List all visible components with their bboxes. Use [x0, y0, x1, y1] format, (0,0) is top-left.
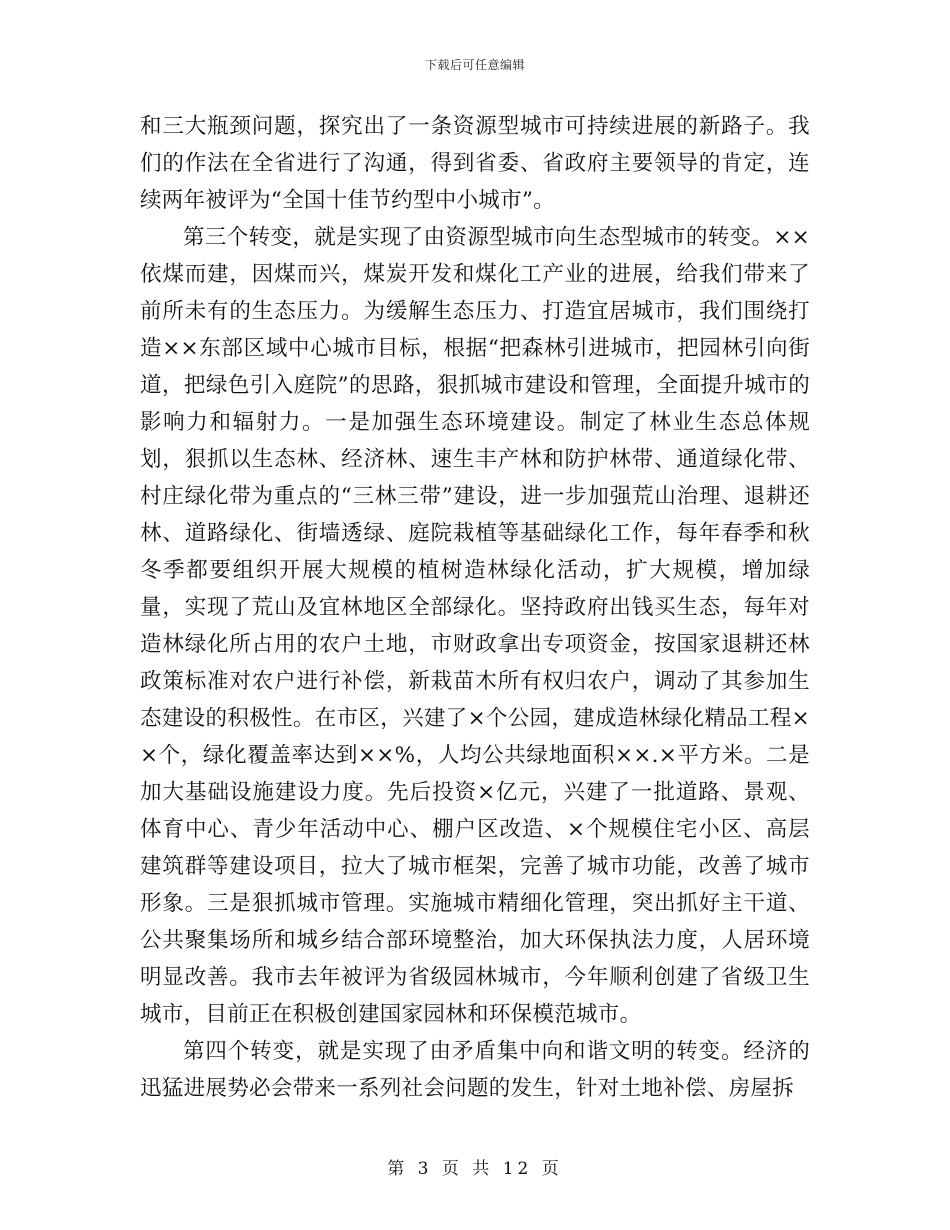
paragraph-2: 第三个转变，就是实现了由资源型城市向生态型城市的转变。××依煤而建，因煤而兴，煤炭开发和煤化工产业的进展，给我们带来了前所未有的生态压力。为缓解生态压力、打造宜居城市，我们围绕打造××东部区域中心城市目标，根据“把森林引进城市，把园林引向街道，把绿色引入庭院”的思路，狠抓城市建设和管理，全面提升城市的影响力和辐射力。一是加强生态环境建设。制定了林业生态总体规划，狠抓以生态林、经济林、速生丰产林和防护林带、通道绿化带、村庄绿化带为重点的“三林三带”建设，进一步加强荒山治理、退耕还林、道路绿化、街墙透绿、庭院栽植等基础绿化工作，每年春季和秋冬季都要组织开展大规模的植树造林绿化活动，扩大规模，增加绿量，实现了荒山及宜林地区全部绿化。坚持政府出钱买生态，每年对造林绿化所占用的农户土地，市财政拿出专项资金，按国家退耕还林政策标准对农户进行补偿，新栽苗木所有权归农户，调动了其参加生态建设的积极性。在市区，兴建了×个公园，建成造林绿化精品工程××个，绿化覆盖率达到××%，人均公共绿地面积××.×平方米。二是加大基础设施建设力度。先后投资×亿元，兴建了一批道路、景观、体育中心、青少年活动中心、棚户区改造、×个规模住宅小区、高层建筑群等建设项目，拉大了城市框架，完善了城市功能，改善了城市形象。三是狠抓城市管理。实施城市精细化管理，突出抓好主干道、公共聚集场所和城乡结合部环境整治，加大环保执法力度，人居环境明显改善。我市去年被评为省级园林城市，今年顺利创建了省级卫生城市，目前正在积极创建国家园林和环保模范城市。: [140, 225, 810, 1027]
paragraph-1: 和三大瓶颈问题，探究出了一条资源型城市可持续进展的新路子。我们的作法在全省进行了沟通，得到省委、省政府主要领导的肯定，连续两年被评为“全国十佳节约型中小城市”。: [140, 114, 810, 213]
page-header: 下载后可任意编辑: [424, 58, 525, 72]
document-body: [140, 108, 810, 1107]
paragraph-3: 第四个转变，就是实现了由矛盾集中向和谐文明的转变。经济的迅猛进展势必会带来一系列社会问题的发生，针对土地补偿、房屋拆: [140, 1039, 810, 1101]
page-footer: 第 3 页 共 12 页: [387, 1159, 563, 1179]
